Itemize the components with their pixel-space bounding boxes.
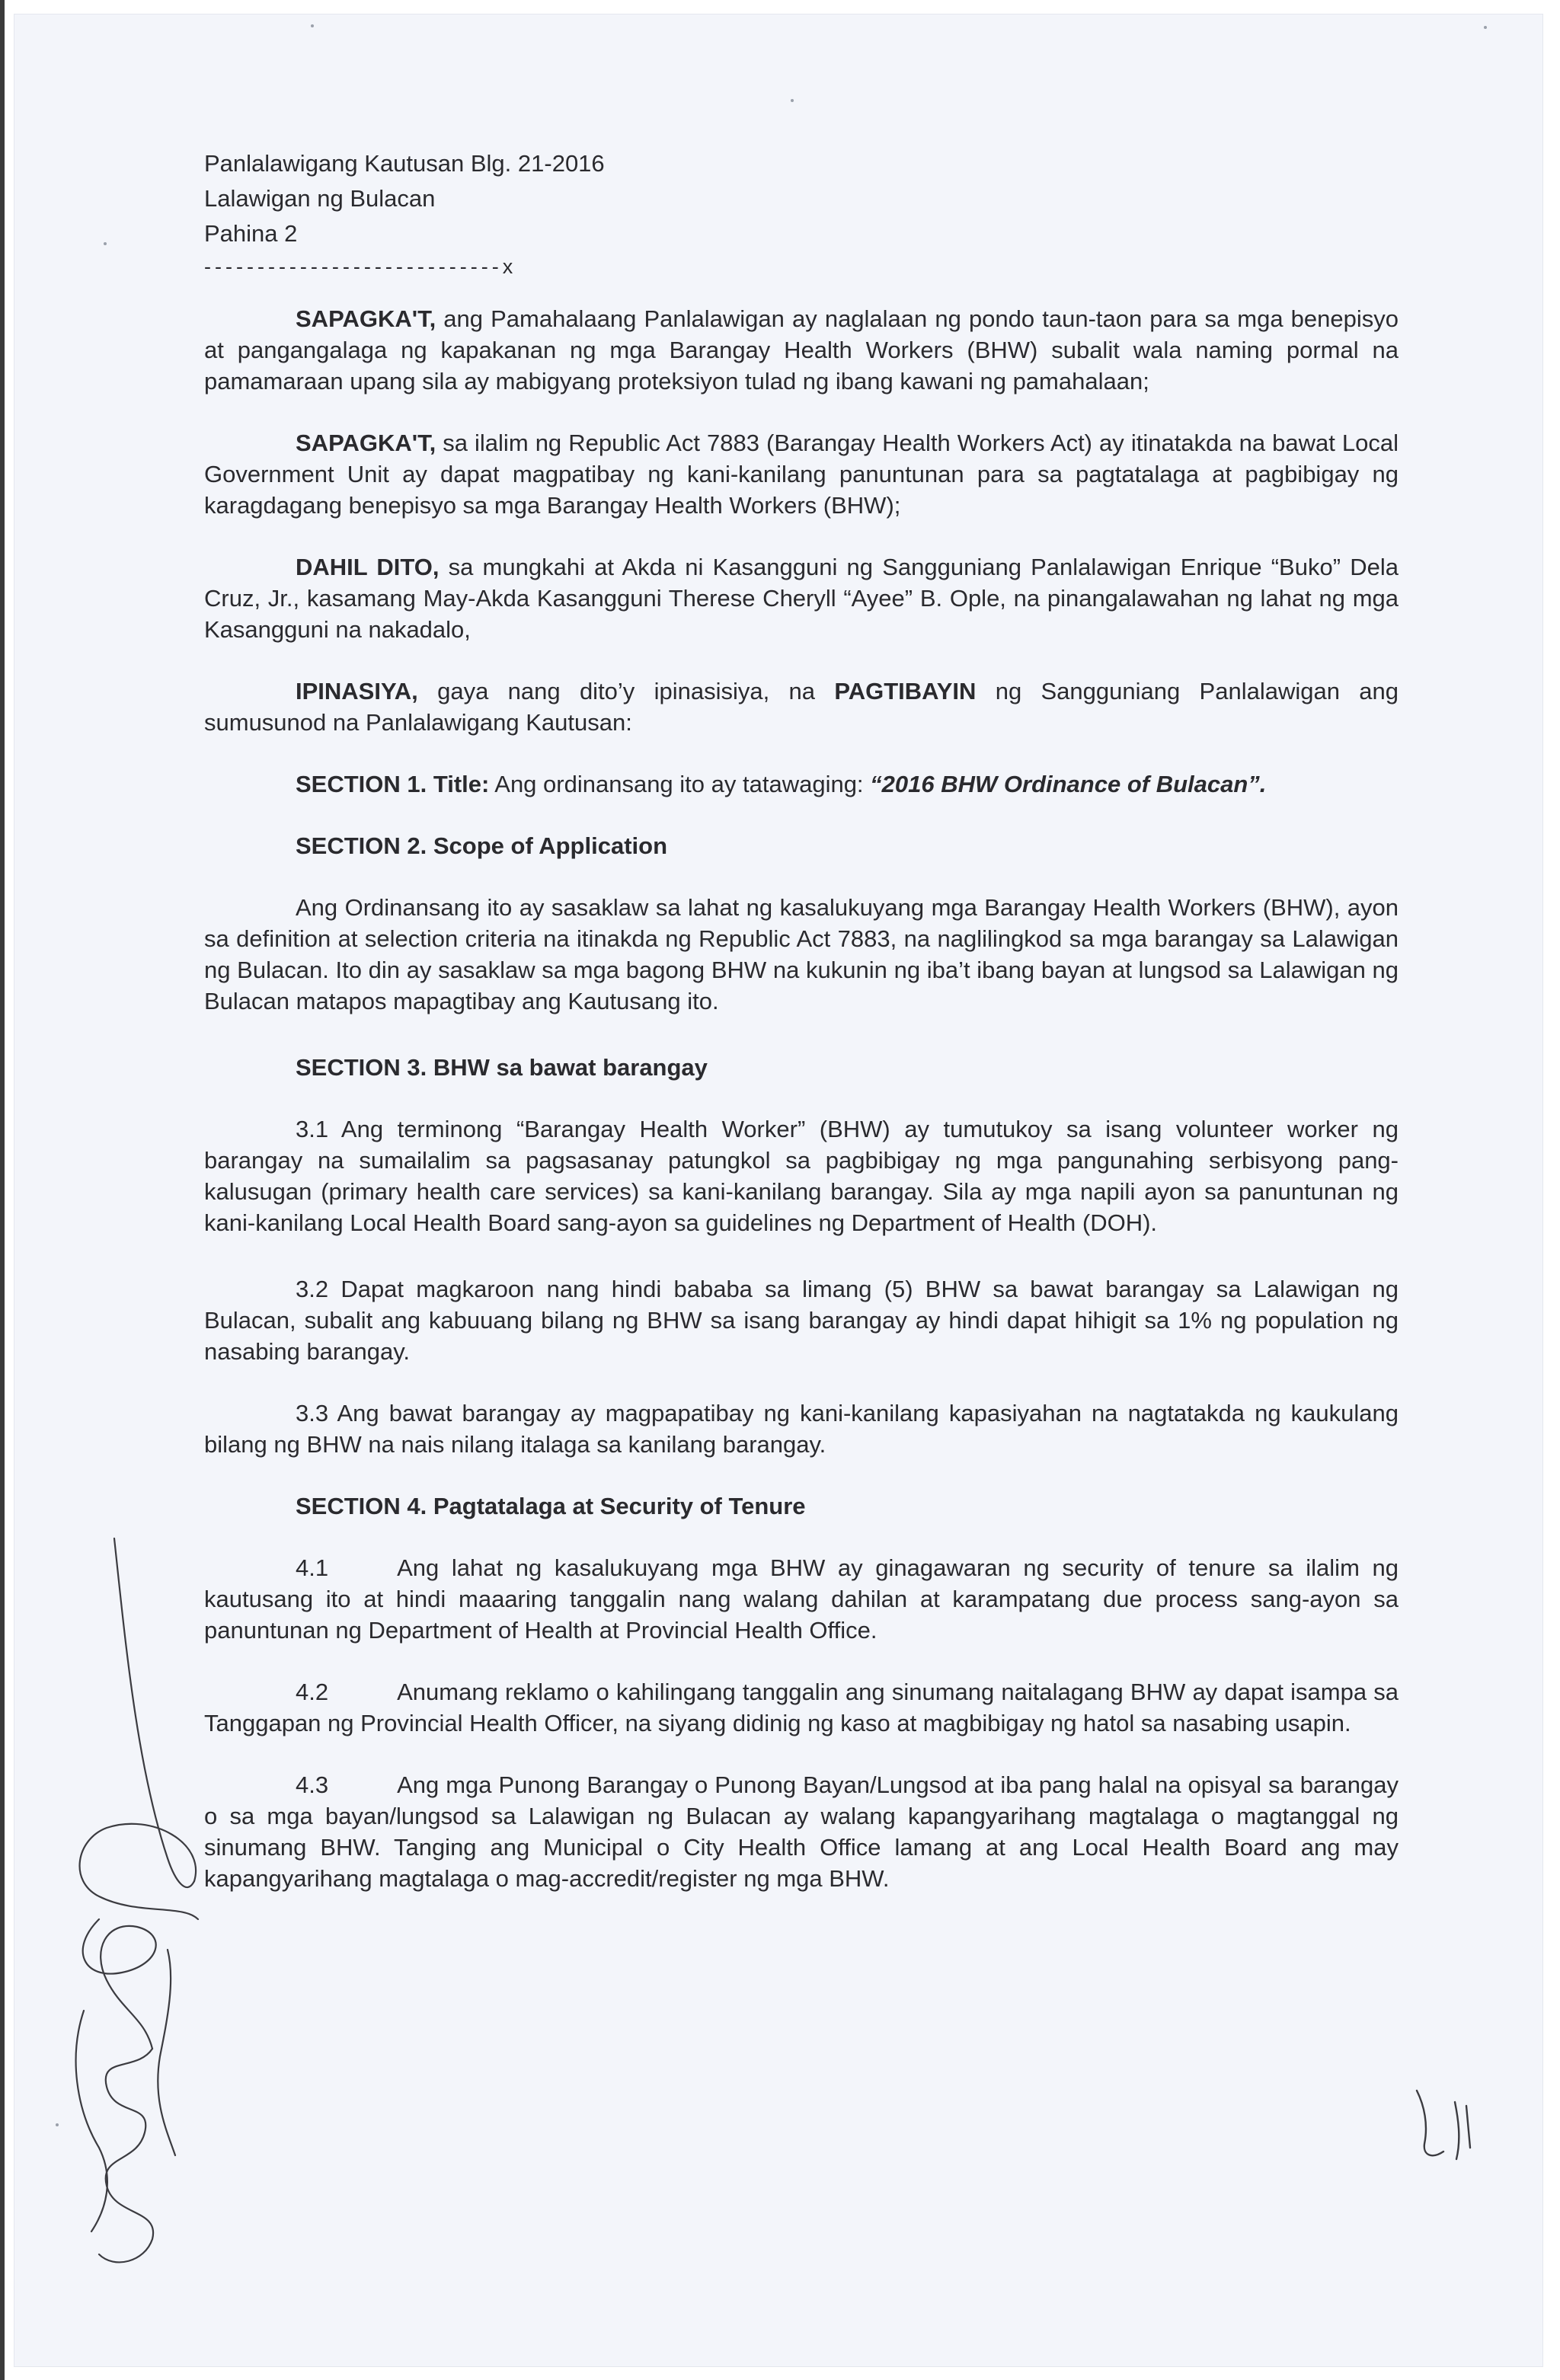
page-number: Pahina 2 — [204, 220, 298, 247]
whereas-text: ang Pamahalaang Panlalawigan ay naglalaan ng pondo taun-taon para sa mga benepisyo at pangangalaga ng kapakanan ng mga Barangay Health Workers (BHW) subalit wala naming pormal na pamamaraan upang sila ay mabigyang proteksiyon tulad ng ibang kawani ng pamahalaan; — [204, 305, 1399, 395]
section-4-1-text: Ang lahat ng kasalukuyang mga BHW ay ginagawaran ng security of tenure sa ilalim ng kautusang ito at hindi maaaring tanggalin nang walang dahilan at karampatang due process sang-ayon sa panuntunan ng Department of Health at Provincial Health Office. — [204, 1554, 1399, 1644]
section-2-body: Ang Ordinansang ito ay sasaklaw sa lahat ng kasalukuyang mga Barangay Health Workers (BHW), ayon sa definition at selection criteria na itinakda ng Republic Act 7883, na naglilingkod sa mga barangay sa Lalawigan ng Bulacan. Ito din ay sasaklaw sa mga bagong BHW na kukunin ng iba’t ibang bayan at lungsod sa Lalawigan ng Bulacan matapos mapagtibay ang Kautusang ito. — [204, 894, 1399, 1014]
scan-speck — [311, 24, 314, 27]
signature-stroke — [80, 1824, 198, 1919]
section-3-3: 3.3 Ang bawat barangay ay magpapatibay ng kani-kanilang kapasiyahan na nagtatakda ng kaukulang bilang ng BHW na nais nilang italaga sa kanilang barangay. — [204, 1400, 1399, 1458]
initial-stroke — [1466, 2106, 1470, 2148]
ipinasiya-text: gaya nang dito’y ipinasisiya, na — [417, 678, 835, 704]
ipinasiya-lead: IPINASIYA, — [296, 678, 418, 704]
section-4-3 — [204, 1769, 1399, 1894]
header-divider: ----------------------------x — [204, 255, 517, 278]
section-4-heading: SECTION 4. Pagtatalaga at Security of Tenure — [296, 1493, 806, 1519]
section-4-1 — [204, 1552, 1399, 1646]
signature-stroke — [114, 1538, 194, 1887]
handwritten-signature — [53, 1523, 206, 2285]
province-name: Lalawigan ng Bulacan — [204, 185, 436, 212]
section-1-heading: SECTION 1. Title: — [296, 771, 490, 797]
signature-stroke — [83, 1919, 156, 2049]
scan-speck — [104, 242, 107, 245]
signature-stroke — [158, 1950, 175, 2155]
scan-left-edge — [0, 0, 5, 2380]
ipinasiya-paragraph — [204, 676, 1399, 738]
section-3-2: 3.2 Dapat magkaroon nang hindi bababa sa limang (5) BHW sa bawat barangay sa Lalawigan ng Bulacan, subalit ang kabuuang bilang ng BHW sa isang barangay ay hindi dapat hihigit sa 1% ng population ng nasabing barangay. — [204, 1276, 1399, 1365]
ordinance-title: “2016 BHW Ordinance of Bulacan”. — [870, 771, 1267, 797]
whereas-text: sa ilalim ng Republic Act 7883 (Barangay Health Workers Act) ay itinatakda na bawat Local Government Unit ay dapat magpatibay ng kani-kanilang panuntunan para sa pagtatalaga at pagbibigay ng karagdagang benepisyo sa mga Barangay Health Workers (BHW); — [204, 430, 1399, 519]
dahil-dito-paragraph — [204, 551, 1399, 645]
section-4-2 — [204, 1676, 1399, 1739]
document-header — [204, 146, 605, 282]
section-2-heading: SECTION 2. Scope of Application — [296, 832, 668, 859]
pagtibayin-emphasis: PAGTIBAYIN — [834, 678, 977, 704]
whereas-paragraph-1 — [204, 303, 1399, 397]
section-3-1: 3.1 Ang terminong “Barangay Health Worker” (BHW) ay tumutukoy sa isang volunteer worker ng barangay na sumailalim sa pagsasanay patungkol sa pagbibigay ng mga pangunahing serbisyong pang-kalusugan (primary health care services) sa kani-kanilang barangay. Sila ay mga napili ayon sa panuntunan ng kani-kanilang Local Health Board sang-ayon sa guidelines ng Department of Health (DOH). — [204, 1116, 1399, 1236]
section-4-2-number: 4.2 — [296, 1679, 329, 1705]
dahil-dito-text: sa mungkahi at Akda ni Kasangguni ng Sangguniang Panlalawigan Enrique “Buko” Dela Cruz, Jr., kasamang May-Akda Kasangguni Therese Cheryll “Ayee” B. Ople, na pinangalawahan ng lahat ng mga Kasangguni na nakadalo, — [204, 554, 1399, 643]
handwritten-initial — [1409, 2083, 1478, 2167]
whereas-lead: SAPAGKA'T, — [296, 305, 436, 332]
document-body — [204, 303, 1399, 1894]
section-1 — [204, 768, 1399, 800]
section-4-3-text: Ang mga Punong Barangay o Punong Bayan/Lungsod at iba pang halal na opisyal sa barangay o sa mga bayan/lungsod sa Lalawigan ng Bulacan ay walang kapangyarihang magtalaga o magtanggal ng sinumang BHW. Tanging ang Municipal o City Health Office lamang at ang Local Health Board ang may kapangyarihang magtalaga o mag-accredit/register ng mga BHW. — [204, 1771, 1399, 1892]
scan-speck — [791, 99, 794, 102]
dahil-dito-lead: DAHIL DITO, — [296, 554, 440, 580]
section-4-3-number: 4.3 — [296, 1771, 329, 1798]
section-4-1-number: 4.1 — [296, 1554, 329, 1581]
initial-stroke — [1417, 2091, 1443, 2155]
section-1-text: Ang ordinansang ito ay tatawaging: — [489, 771, 871, 797]
ipinasiya-text-end: ng Sangguniang Panlalawigan ang sumusunod na Panlalawigang Kautusan: — [204, 678, 1399, 736]
whereas-lead: SAPAGKA'T, — [296, 430, 436, 456]
signature-stroke — [76, 2011, 107, 2231]
signature-stroke — [99, 2049, 153, 2262]
section-4-2-text: Anumang reklamo o kahilingang tanggalin ang sinumang naitalagang BHW ay dapat isampa sa Tanggapan ng Provincial Health Officer, na siyang didinig ng kaso at magbibigay ng hatol sa nasabing usapin. — [204, 1679, 1399, 1736]
section-3-heading: SECTION 3. BHW sa bawat barangay — [296, 1054, 708, 1081]
ordinance-number: Panlalawigang Kautusan Blg. 21-2016 — [204, 150, 605, 177]
scan-speck — [1484, 26, 1487, 29]
initial-stroke — [1455, 2102, 1459, 2159]
whereas-paragraph-2 — [204, 427, 1399, 521]
